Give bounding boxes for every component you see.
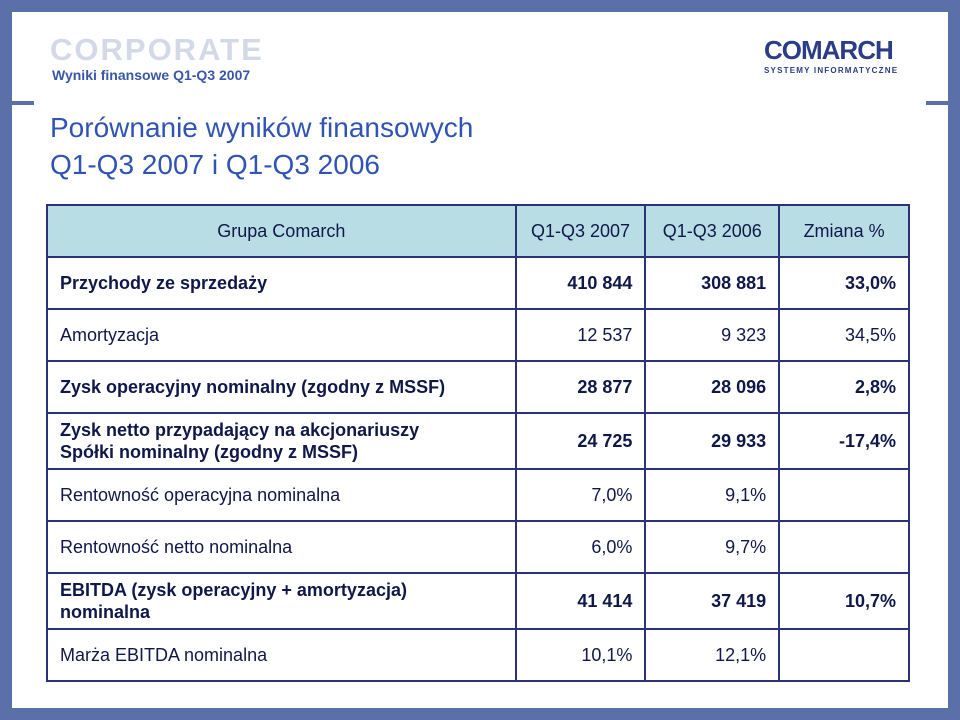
- row-label-line-2: Spółki nominalny (zgodny z MSSF): [60, 442, 359, 462]
- row-label: Rentowność netto nominalna: [47, 521, 516, 573]
- row-q2007: 10,1%: [516, 629, 646, 681]
- row-label: [47, 413, 516, 469]
- row-q2007: 41 414: [516, 573, 646, 629]
- row-q2007: 24 725: [516, 413, 646, 469]
- row-change: [779, 521, 909, 573]
- comarch-logo: [764, 37, 920, 87]
- row-label: [47, 573, 516, 629]
- row-label: Zysk operacyjny nominalny (zgodny z MSSF): [47, 361, 516, 413]
- header-rule-left: [12, 101, 34, 105]
- row-q2007: 6,0%: [516, 521, 646, 573]
- table-row: [47, 309, 909, 361]
- table-row: [47, 361, 909, 413]
- row-q2006: 12,1%: [645, 629, 779, 681]
- brand-wordmark: CORPORATE: [50, 32, 264, 67]
- report-subtitle: Wyniki finansowe Q1-Q3 2007: [52, 67, 251, 83]
- row-q2006: 9,1%: [645, 469, 779, 521]
- row-q2007: 28 877: [516, 361, 646, 413]
- row-change: [779, 469, 909, 521]
- results-table: [46, 204, 910, 682]
- row-q2006: 37 419: [645, 573, 779, 629]
- row-q2007: 410 844: [516, 257, 646, 309]
- row-change: 33,0%: [779, 257, 909, 309]
- header-rule-right: [926, 101, 948, 105]
- header-group: Grupa Comarch: [47, 205, 516, 257]
- table-row: [47, 573, 909, 629]
- row-q2006: 29 933: [645, 413, 779, 469]
- table-row: [47, 257, 909, 309]
- table-header-row: [47, 205, 909, 257]
- row-q2007: 12 537: [516, 309, 646, 361]
- row-change: [779, 629, 909, 681]
- slide: [12, 12, 948, 708]
- logo-name: COMARCH: [764, 35, 893, 65]
- row-q2006: 9 323: [645, 309, 779, 361]
- row-q2006: 308 881: [645, 257, 779, 309]
- row-change: 2,8%: [779, 361, 909, 413]
- row-label: Marża EBITDA nominalna: [47, 629, 516, 681]
- row-label: Amortyzacja: [47, 309, 516, 361]
- row-label: Przychody ze sprzedaży: [47, 257, 516, 309]
- table-row: [47, 469, 909, 521]
- row-label-line-1: EBITDA (zysk operacyjny + amortyzacja): [60, 580, 407, 600]
- header-change: Zmiana %: [779, 205, 909, 257]
- table-row: [47, 521, 909, 573]
- slide-title: [50, 109, 473, 183]
- row-label-line-2: nominalna: [60, 602, 151, 622]
- title-line-2: Q1-Q3 2007 i Q1-Q3 2006: [50, 149, 380, 180]
- table-row: [47, 629, 909, 681]
- row-label-line-1: Zysk netto przypadający na akcjonariuszy: [60, 420, 420, 440]
- row-change: 34,5%: [779, 309, 909, 361]
- row-q2006: 28 096: [645, 361, 779, 413]
- title-line-1: Porównanie wyników finansowych: [50, 112, 474, 143]
- table-row: [47, 413, 909, 469]
- row-change: -17,4%: [779, 413, 909, 469]
- row-change: 10,7%: [779, 573, 909, 629]
- header-q2006: Q1-Q3 2006: [645, 205, 779, 257]
- header-q2007: Q1-Q3 2007: [516, 205, 646, 257]
- row-q2006: 9,7%: [645, 521, 779, 573]
- row-q2007: 7,0%: [516, 469, 646, 521]
- logo-tagline: SYSTEMY INFORMATYCZNE: [764, 66, 899, 75]
- row-label: Rentowność operacyjna nominalna: [47, 469, 516, 521]
